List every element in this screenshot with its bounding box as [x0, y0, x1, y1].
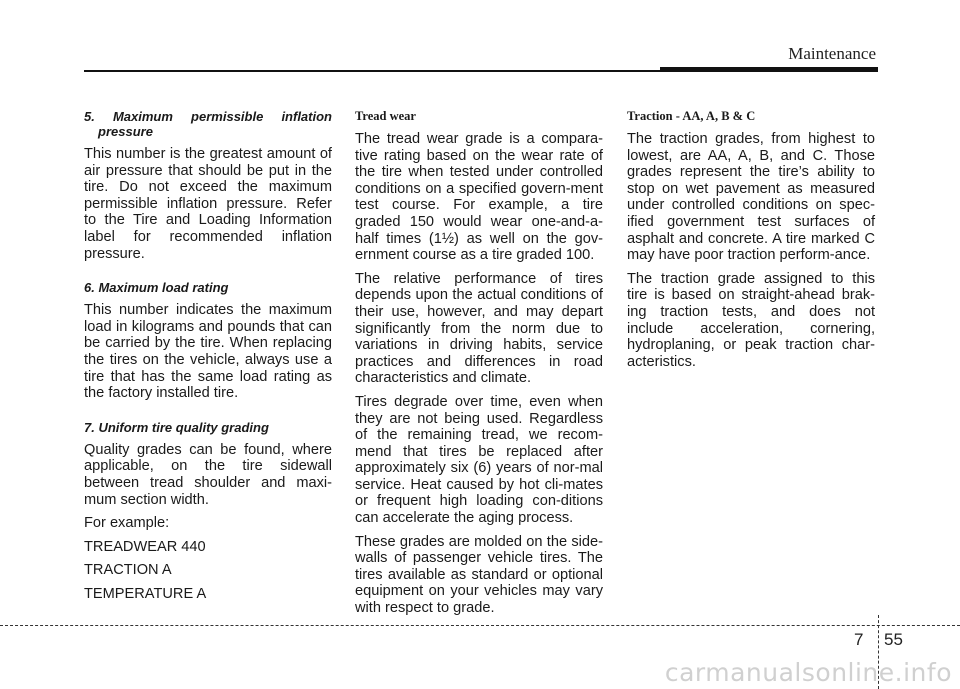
- example-label: For example:: [84, 515, 170, 532]
- paragraph-max-load: This number indicates the maximum load in kilograms and pounds that can be carried by the tire. When replacing the tires on the vehicle, always use a tire that has the same load rating as the factory installed tire.: [84, 302, 332, 402]
- paragraph-tread-wear-2: The relative performance of tires depends upon the actual conditions of their use, however, and may depart significantly from the norm due to variations in driving habits, service practices and differences in road characteristics and climate.: [355, 270, 603, 387]
- watermark: carmanualsonline.info: [664, 658, 952, 687]
- header-rule-accent: [660, 67, 878, 72]
- example-treadwear: TREADWEAR 440: [84, 538, 206, 555]
- example-traction: TRACTION A: [84, 562, 172, 579]
- page-number: 55: [884, 630, 903, 649]
- heading-max-inflation: 5. Maximum permissible inflation pressure: [84, 109, 332, 139]
- heading-tread-wear: Tread wear: [355, 109, 416, 123]
- section-title: Maintenance: [788, 44, 876, 63]
- paragraph-tread-wear-3: Tires degrade over time, even when they are not being used. Regardless of the remaining tread, we recom-mend that tires be replaced after approximately six (6) years of nor-mal service. Heat caused by hot cli-mates or frequent high loading con-ditions can accelerate the aging process.: [355, 393, 603, 527]
- paragraph-tread-wear-1: The tread wear grade is a compara-tive rating based on the wear rate of the tire when tested under controlled conditions on a specified govern-ment test course. For example, a tire graded 150 would wear one-and-a-half times (1½) as well on the gov-ernment course as a tire graded 100.: [355, 131, 603, 264]
- column-left: [84, 109, 332, 609]
- paragraph-traction-1: The traction grades, from highest to lowest, are AA, A, B, and C. Those grades represent the tire’s ability to stop on wet pavement as measured under controlled conditions on spec-ified government test surfaces of asphalt and concrete. A tire marked C may have poor traction perform-ance.: [627, 131, 875, 264]
- column-middle: [355, 109, 603, 624]
- heading-max-load: 6. Maximum load rating: [84, 280, 229, 296]
- paragraph-quality-grading: Quality grades can be found, where applicable, on the tire sidewall between tread shoulder and maxi-mum section width.: [84, 441, 332, 508]
- column-right: [627, 109, 875, 377]
- heading-traction: Traction - AA, A, B & C: [627, 109, 756, 123]
- paragraph-tread-wear-4: These grades are molded on the side-walls of passenger vehicle tires. The tires available as standard or optional equipment on your vehicles may vary with respect to grade.: [355, 533, 603, 617]
- heading-quality-grading: 7. Uniform tire quality grading: [84, 419, 269, 435]
- paragraph-max-inflation: This number is the greatest amount of air pressure that should be put in the tire. Do not exceed the maximum permissible inflation pressure. Refer to the Tire and Loading Information label for recommended inflation pressure.: [84, 146, 332, 262]
- paragraph-traction-2: The traction grade assigned to this tire is based on straight-ahead brak-ing traction tests, and does not include acceleration, cornering, hydroplaning, or peak traction char-acteristics.: [627, 270, 875, 370]
- footer-dashed-rule: [0, 625, 960, 626]
- chapter-number: 7: [854, 630, 864, 649]
- example-temperature: TEMPERATURE A: [84, 585, 207, 602]
